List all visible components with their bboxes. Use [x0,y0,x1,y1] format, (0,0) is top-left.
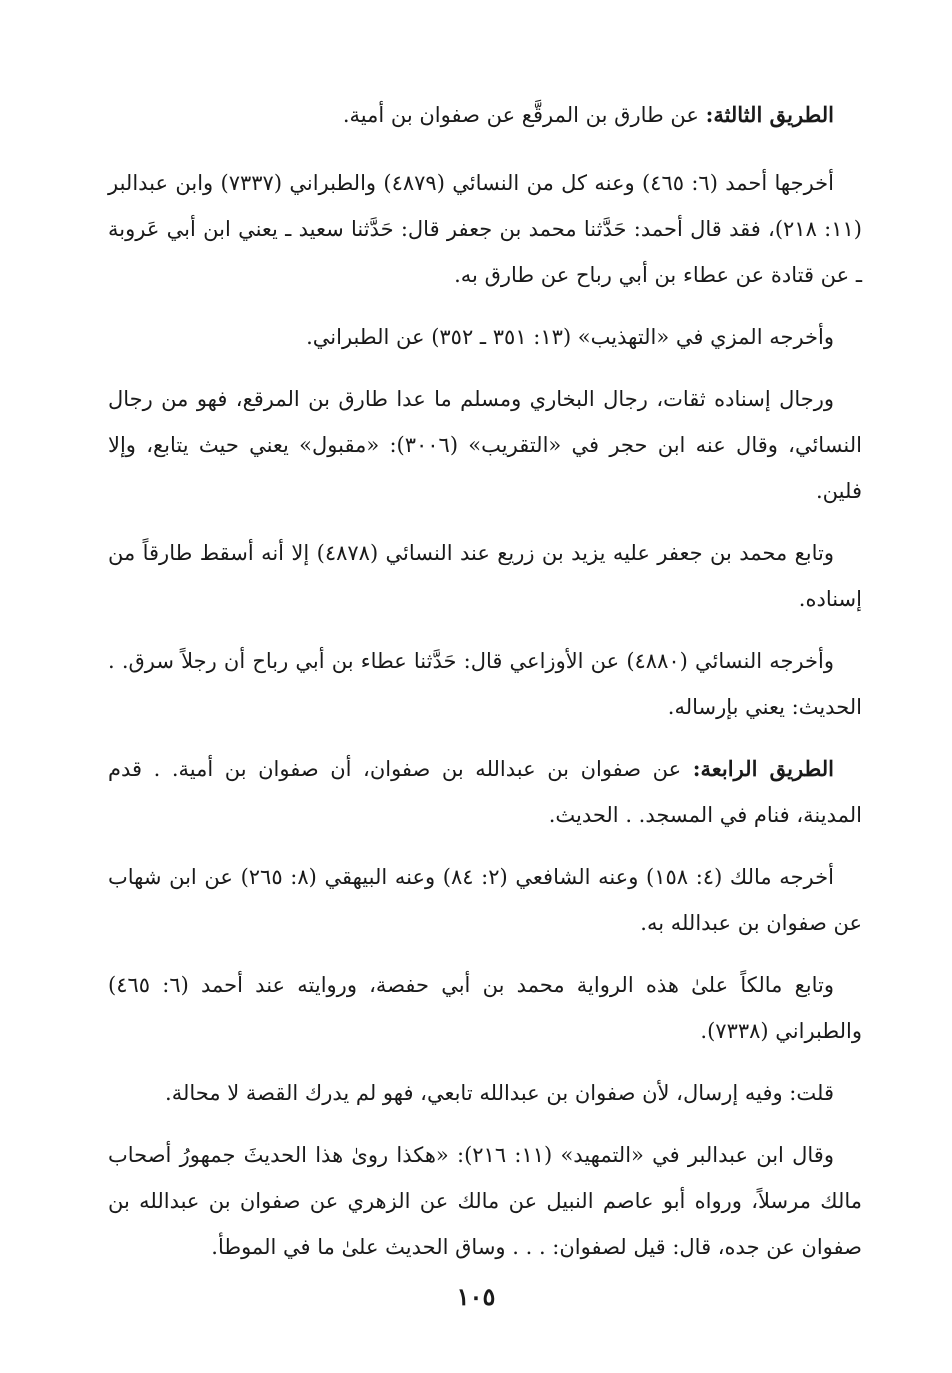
page-body [108,92,862,1286]
paragraph-text: عن صفوان بن عبدالله بن صفوان، أن صفوان بن أمية. . قدم المدينة، فنام في المسجد. . الحديث. [108,757,862,827]
paragraph-follow-up [108,530,862,622]
paragraph-malik-follow [108,962,862,1054]
paragraph-text: وقال ابن عبدالبر في «التمهيد» (١١: ٢١٦): «هكذا روىٰ هذا الحديثَ جمهورُ أصحاب مالك مرسلاً، ورواه أبو عاصم النبيل عن مالك عن الزهري عن صفوان بن عبدالله بن صفوان عن جده، قال: قيل لصفوان: . . . وساق الحديث علىٰ ما في الموطأ. [108,1143,862,1259]
page-number: ١٠٥ [456,1282,496,1311]
paragraph-ibn-abdulbarr [108,1132,862,1270]
paragraph-text: أخرجها أحمد (٦: ٤٦٥) وعنه كل من النسائي (٤٨٧٩) والطبراني (٧٣٣٧) وابن عبدالبر (١١: ٢١٨)، فقد قال أحمد: حَدَّثنا محمد بن جعفر قال: حَدَّثنا سعيد ـ يعني ابن أبي عَروبة ـ عن قتادة عن عطاء بن أبي رباح عن طارق به. [108,171,862,287]
paragraph-text: وأخرجه النسائي (٤٨٨٠) عن الأوزاعي قال: حَدَّثنا عطاء بن أبي رباح أن رجلاً سرق. . الحديث: يعني بإرساله. [108,649,862,719]
paragraph-mizzi [108,314,862,360]
paragraph-text: عن طارق بن المرقَّع عن صفوان بن أمية. [342,103,706,127]
paragraph-text: ورجال إسناده ثقات، رجال البخاري ومسلم ما عدا طارق بن المرقع، فهو من رجال النسائي، وقال عنه ابن حجر في «التقريب» (٣٠٠٦): «مقبول» يعني حيث يتابع، وإلا فلين. [108,387,862,503]
paragraph-nasai-awzai [108,638,862,730]
paragraph-third-route [108,92,862,138]
paragraph-ahmad-takhrij [108,160,862,298]
paragraph-text: قلت: وفيه إرسال، لأن صفوان بن عبدالله تابعي، فهو لم يدرك القصة لا محالة. [165,1081,834,1105]
paragraph-text: وتابع محمد بن جعفر عليه يزيد بن زريع عند النسائي (٤٨٧٨) إلا أنه أسقط طارقاً من إسناده. [108,541,862,611]
route-heading: الطريق الرابعة: [692,756,834,781]
route-heading: الطريق الثالثة: [705,102,834,127]
paragraph-note [108,1070,862,1116]
paragraph-fourth-route [108,746,862,838]
paragraph-malik [108,854,862,946]
paragraph-text: وأخرجه المزي في «التهذيب» (١٣: ٣٥١ ـ ٣٥٢) عن الطبراني. [306,325,834,349]
paragraph-text: أخرجه مالك (٤: ١٥٨) وعنه الشافعي (٢: ٨٤) وعنه البيهقي (٨: ٢٦٥) عن ابن شهاب عن صفوان بن عبدالله به. [108,865,862,935]
paragraph-narrators [108,376,862,514]
paragraph-text: وتابع مالكاً علىٰ هذه الرواية محمد بن أبي حفصة، وروايته عند أحمد (٦: ٤٦٥) والطبراني (٧٣٣٨). [108,973,862,1043]
